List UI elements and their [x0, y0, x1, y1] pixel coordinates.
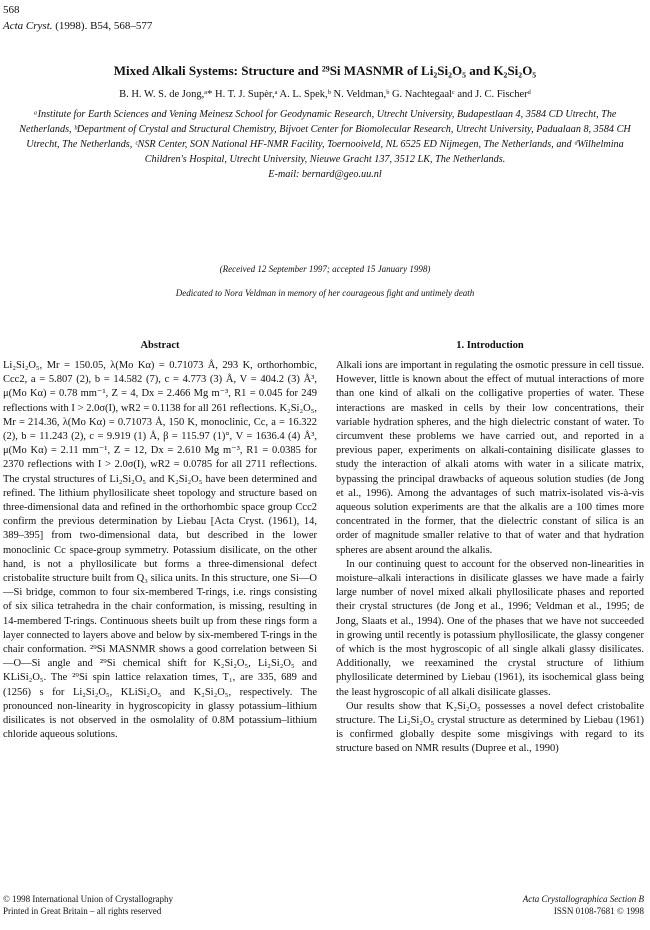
footer-journal — [470, 893, 644, 917]
introduction-body — [336, 359, 644, 757]
received-dates: (Received 12 September 1997; accepted 15 January 1998) — [219, 264, 431, 274]
journal-section: Acta Crystallographica Section B — [522, 894, 644, 904]
dedication: Dedicated to Nora Veldman in memory of her courageous fight and untimely death — [175, 288, 475, 298]
abstract-body — [3, 359, 317, 742]
author-list: B. H. W. S. de Jong,ᵃ* H. T. J. Supèr,ᵃ A. L. Spek,ᵇ N. Veldman,ᵇ G. Nachtegaalᶜ and J. C. Fischerᵈ — [119, 89, 531, 100]
abstract-text: Li₂Si₂O₅, Mr = 150.05, λ(Mo Kα) = 0.71073 Å, 293 K, orthorhombic, Ccc2, a = 5.807 (2), b = 14.582 (7), c = 4.773 (3) Å, V = 404.2 (3) Å³, μ(Mo Kα) = 0.78 mm⁻¹, Z = 4, Dx = 2.466 Mg m⁻³, R1 = 0.045 for 249 reflections with I > 2.0σ(I), wR2 = 0.1138 for all 261 reflections. K₂Si₂O₅, Mr = 214.36, λ(Mo Kα) = 0.71073 Å, 150 K, monoclinic, Cc, a = 16.322 (2), b = 11.243 (2), c = 9.919 (1) Å, β = 115.97 (1)°, V = 1636.4 (4) Å³, μ(Mo Kα) = 2.11 mm⁻¹, Z = 12, Dx = 2.610 Mg m⁻³, R1 = 0.0385 for 2370 reflections with I > 2.0σ(I), wR2 = 0.0785 for all 2711 reflections. The crystal structures of Li₂Si₂O₅ and K₂Si₂O₅ have been determined and refined. The lithium phyllosilicate sheet topology and structure based on three-dimensional data and refined in the orthorhombic space group Ccc2 confirm the previous determination by Liebau [Acta Cryst. (1961), 14, 389–395] from two-dimensional data, but described in the lower monoclinic Cc space-group symmetry. Potassium disilicate, on the other hand, is not a phyllosilicate but forms a three-dimensional defect cristobalite structure built from Q₃ silica units. In this structure, one Si—O—Si bridge, common to four six-membered T-rings, i.e. rings consisting of six silica tetrahedra in the chair conformation, is missing, resulting in 14-membered T-rings. Continuous sheets built up from these rings form a layer connected to layers above and below by six-membered T-rings in the chair conformation. ²⁹Si MASNMR shows a good correlation between Si—O—Si angle and ²⁹Si chemical shift for K₂Si₂O₅, Li₂Si₂O₅ and KLiSi₂O₅. The ²⁹Si spin lattice relaxation times, T₁, are 335, 689 and (1256) s for Li₂Si₂O₅, KLiSi₂O₅ and K₂Si₂O₅, respectively. The pronounced non-linearity in hygroscopicity in glassy potassium–lithium disilicates is not observed in the osmolality of 0.8M potassium–lithium chloride aqueous solutions. — [3, 360, 317, 741]
affiliation-text: ᵃInstitute for Earth Sciences and Vening Meinesz School for Geodynamic Research, Utrecht University, Budapestlaan 4, 3584 CD Utrecht, The Netherlands, ᵇDepartment of Crystal and Structural Chemistry, Bijvoet Center for Biomolecular Research, Utrecht University, Padualaan 8, 3584 CH Utrecht, The Netherlands, ᶜNSR Center, SON National HF-NMR Facility, Toernooiveld, NL 6525 ED Nijmegen, The Netherlands, and ᵈWilhelmina Children's Hospital, Utrecht University, Nieuwe Gracht 137, 3512 LK, The Netherlands. — [19, 109, 631, 165]
contact-email: E-mail: bernard@geo.uu.nl — [268, 169, 382, 180]
issn-line: ISSN 0108-7681 © 1998 — [553, 906, 644, 916]
introduction-heading: 1. Introduction — [456, 340, 524, 351]
affiliations — [8, 107, 642, 182]
intro-paragraph: Alkali ions are important in regulating the osmotic pressure in cell tissue. However, little is known about the effect of mutual interactions of more than one kind of alkali on the colligative properties of water. These interactions are masked in cells by their low concentrations, their variable hydration spheres, and the high dielectric constant of water. To circumvent these problems we have carried out, and reported in a previous paper, experiments on alkali-containing disilicate glasses to study the interaction of alkali atoms with water in a silicate matrix, bypassing the principal drawbacks of aqueous solution studies (de Jong et al., 1996). Among the advantages of such matrix-isolated vis-à-vis aqueous solution experiments are that the alkalis are a 100 times more concentrated in the former, that the dielectric constant of silica is an order of magnitude smaller relative to that of water and that hydration spheres are absent around the alkalis. — [336, 360, 644, 556]
intro-paragraph: Our results show that K₂Si₂O₅ possesses a novel defect cristobalite structure. The Li₂Si₂O₅ crystal structure as determined by Liebau (1961) is confirmed globally despite some misgivings with regard to its structure based on NMR results (Dupree et al., 1990) — [336, 700, 644, 755]
journal-name: Acta Cryst. — [3, 20, 53, 32]
page-number: 568 — [3, 4, 20, 16]
journal-citation — [3, 20, 152, 32]
copyright-line: © 1998 International Union of Crystallography — [3, 894, 174, 904]
abstract-heading: Abstract — [140, 340, 180, 351]
journal-reference: (1998). B54, 568–577 — [52, 20, 153, 32]
article-title: Mixed Alkali Systems: Structure and ²⁹Si MASNMR of Li₂Si₂O₅ and K₂Si₂O₅ — [113, 63, 537, 78]
printed-line: Printed in Great Britain – all rights reserved — [3, 906, 162, 916]
intro-paragraph: In our continuing quest to account for the observed non-linearities in moisture–alkali interactions in disilicate glasses we have made a fairly large number of novel mixed alkali phyllosilicate phases and reported their crystal structures (de Jong et al., 1996; Veldman et al., 1995; de Jong, Slaats et al., 1994). One of the phases that we have not succeeded in growing until recently is potassium phyllosilicate, the glassy congener of which is the most hygroscopic of all single alkali glassy disilicates. Additionally, we reexamined the crystal structure of lithium phyllosilicate determined by Liebau (1961), its isochemical glass being the least hygroscopic of all alkali disilicate glasses. — [336, 558, 644, 698]
footer-copyright — [3, 893, 173, 917]
